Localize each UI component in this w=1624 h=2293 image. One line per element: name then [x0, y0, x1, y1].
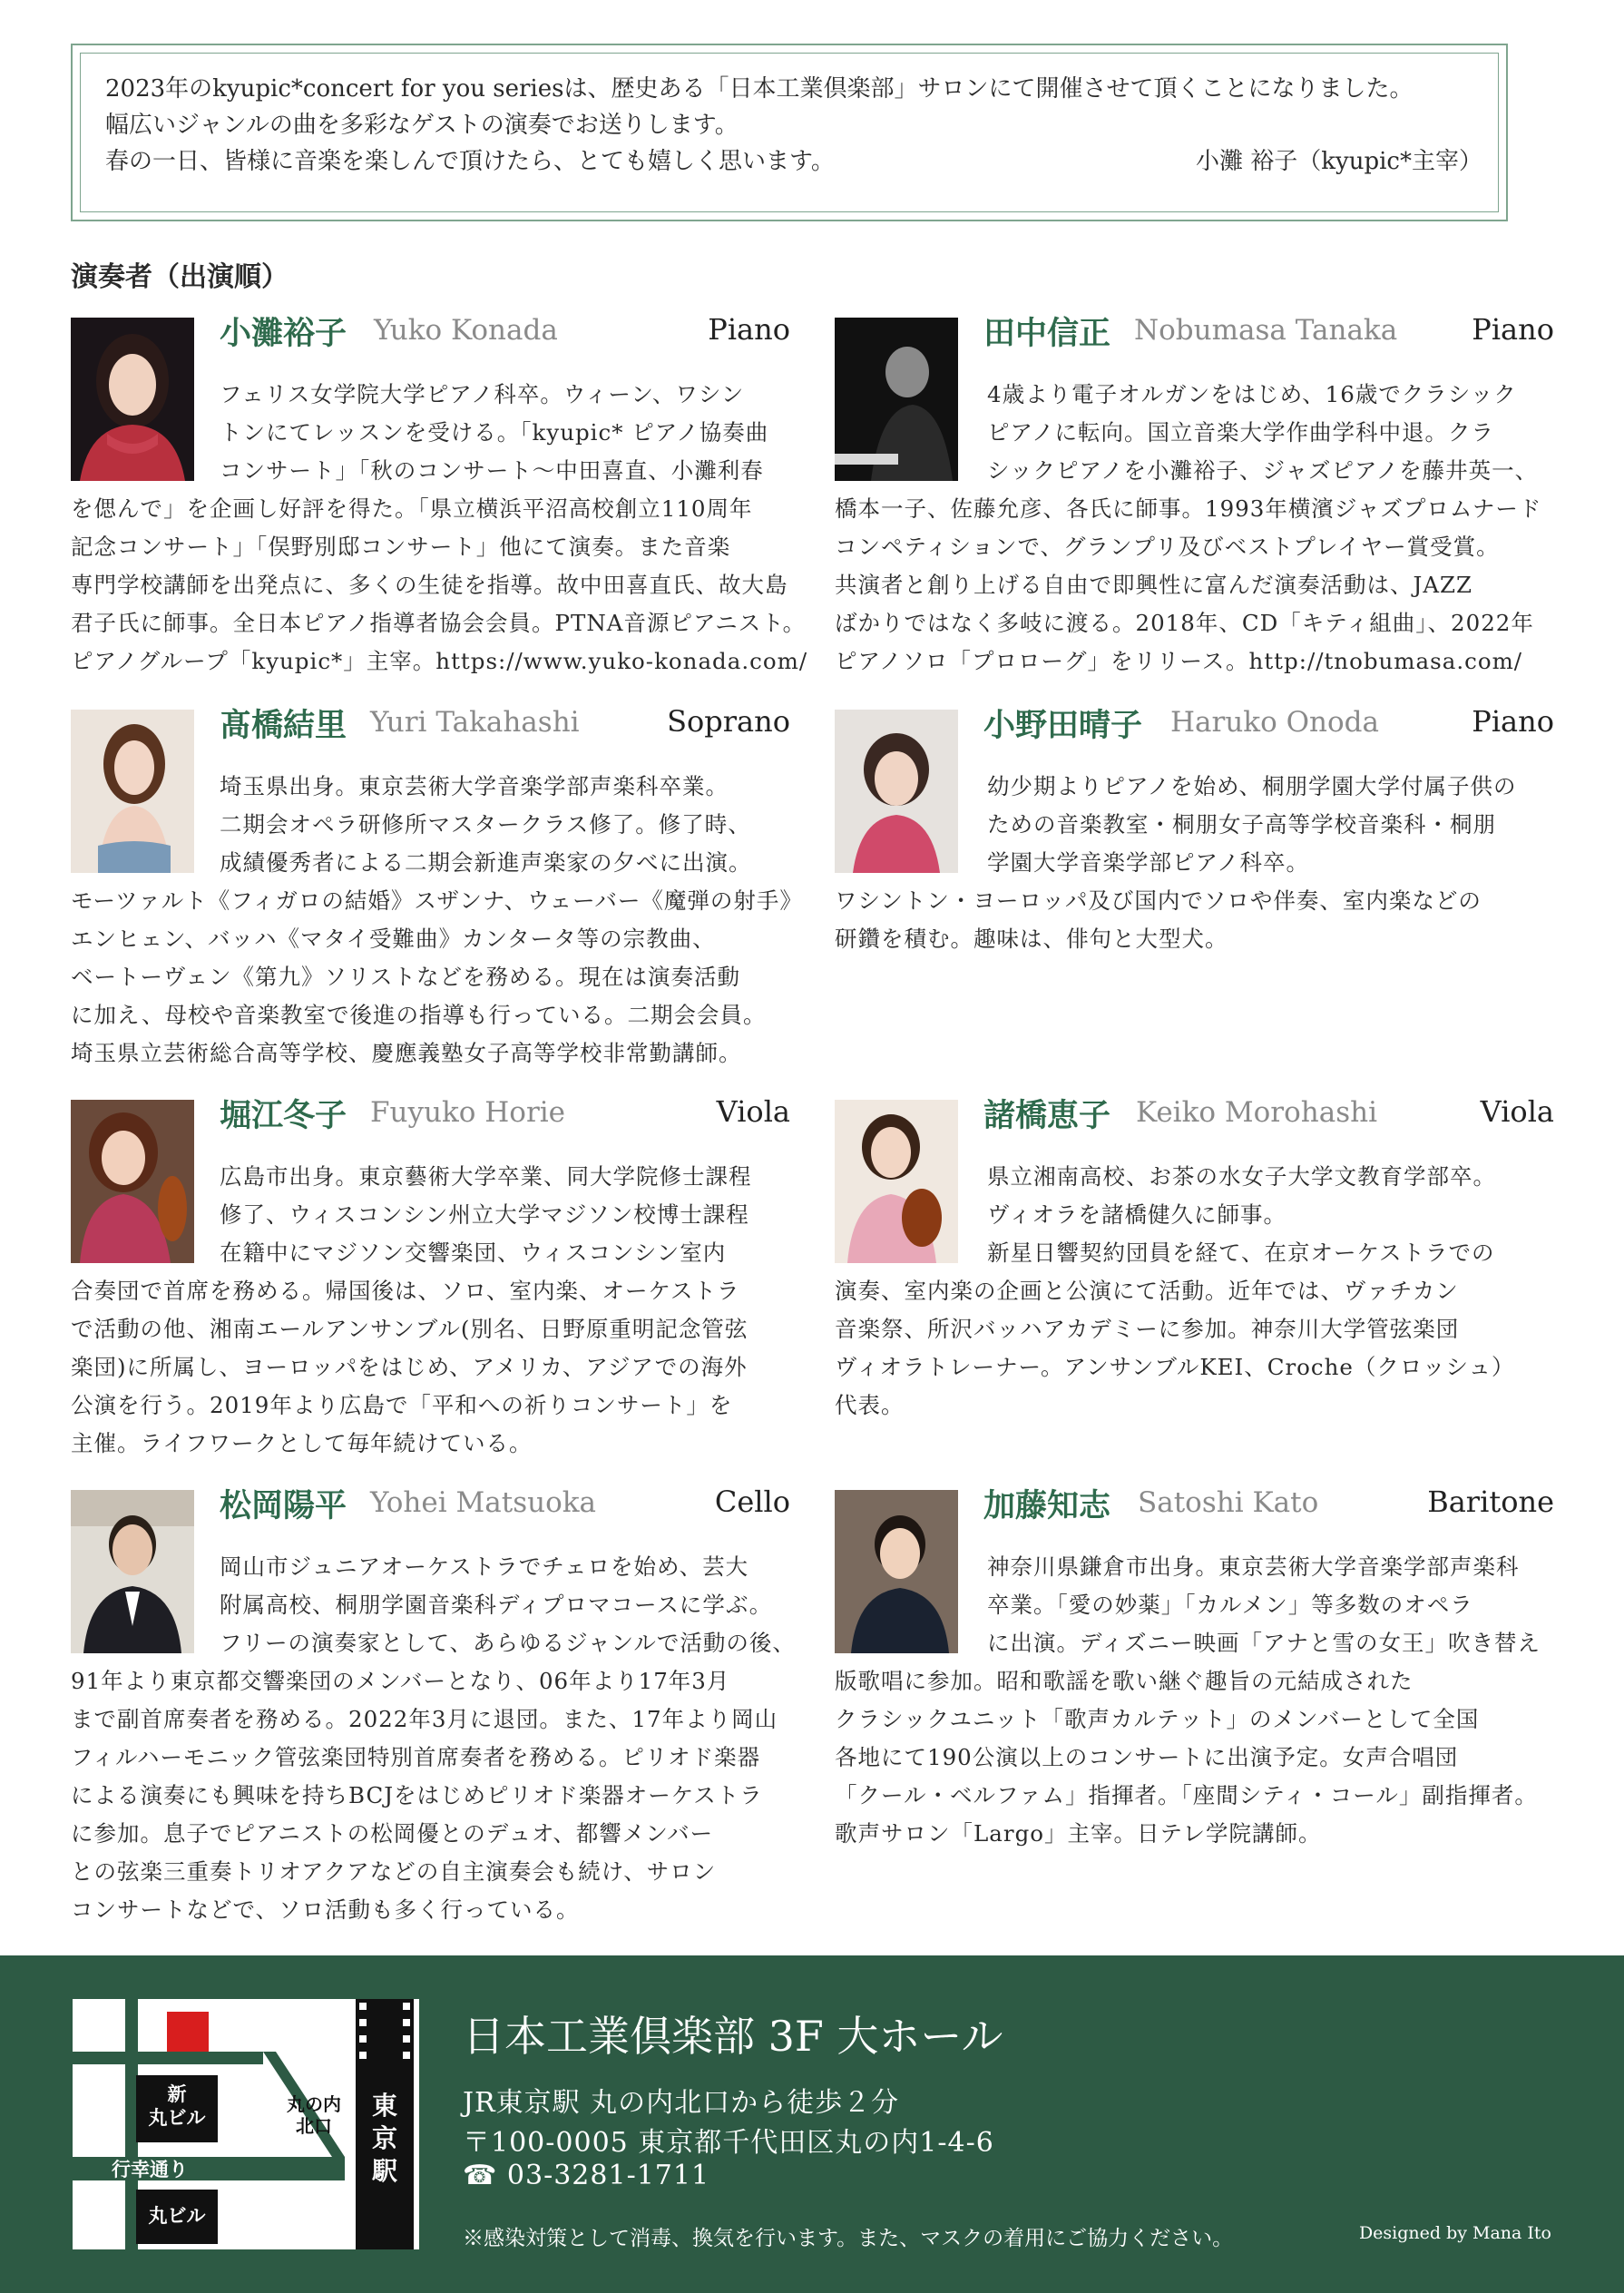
venue-phone: ☎ 03-3281-1711 [463, 2160, 710, 2191]
bio-line: ヴィオラを諸橋健久に師事。 [987, 1201, 1287, 1228]
performer-name-en: Yuri Takahashi [370, 706, 580, 739]
bio-line: 幼少期よりピアノを始め、桐朋学園大学付属子供の [987, 773, 1517, 799]
bio-line: ばかりではなく多岐に渡る。2018年、CD「キティ組曲」、2022年 [835, 610, 1534, 636]
bio-line: 二期会オペラ研修所マスタークラス修了。修了時、 [220, 811, 751, 838]
map-label-shin-marubiru: 新 丸ビル [148, 2083, 206, 2129]
bio-line: 各地にて190公演以上のコンサートに出演予定。女声合唱団 [835, 1744, 1459, 1770]
bio-line: による演奏にも興味を持ちBCJをはじめピリオド楽器オーケストラ [71, 1782, 763, 1808]
infection-note: ※感染対策として消毒、換気を行います。また、マスクの着用にご協力ください。 [463, 2227, 1234, 2250]
performer-name-en: Fuyuko Horie [370, 1096, 566, 1129]
bio-line: ピアノに転向。国立音楽大学作曲学科中退。クラ [987, 419, 1495, 446]
bio-line: 修了、ウィスコンシン州立大学マジソン校博士課程 [220, 1201, 749, 1228]
bio-line: に加え、母校や音楽教室で後進の指導も行っている。二期会会員。 [71, 1002, 767, 1028]
bio-line: 学園大学音楽学部ピアノ科卒。 [987, 849, 1310, 876]
intro-line-2: 幅広いジャンルの曲を多彩なゲストの演奏でお送りします。 [105, 112, 739, 139]
performer-name-jp: 加藤知志 [983, 1487, 1111, 1524]
bio-line: 91年より東京都交響楽団のメンバーとなり、06年より17年3月 [71, 1668, 730, 1694]
bio-line: エンヒェン、バッハ《マタイ受難曲》カンタータ等の宗教曲、 [71, 926, 716, 952]
bio-line: 埼玉県出身。東京芸術大学音楽学部声楽科卒業。 [220, 773, 729, 799]
bio-line: ヴィオラトレーナー。アンサンブルKEI、Croche（クロッシュ） [835, 1354, 1515, 1380]
bio-line: 共演者と創り上げる自由で即興性に富んだ演奏活動は、JAZZ [835, 572, 1473, 598]
performer-name-en: Yuko Konada [374, 314, 558, 347]
bio-line: 音楽祭、所沢バッハアカデミーに参加。神奈川大学管弦楽団 [835, 1316, 1460, 1342]
venue-address: 〒100-0005 東京都千代田区丸の内1-4-6 [463, 2127, 994, 2159]
map-label-tokyo-station: 東 京 駅 [371, 2091, 397, 2186]
performer-photo [835, 1100, 958, 1263]
performer-photo [835, 1490, 958, 1653]
performer-matsuoka [71, 1485, 796, 1923]
bio-line: 広島市出身。東京藝術大学卒業、同大学院修士課程 [220, 1163, 752, 1190]
performer-name-jp: 髙橋結里 [220, 707, 347, 744]
performer-photo [71, 1490, 194, 1653]
bio-line: 演奏、室内楽の企画と公演にて活動。近年では、ヴァチカン [835, 1278, 1459, 1304]
performer-instrument: Viola [1480, 1094, 1554, 1129]
bio-line: 新星日響契約団員を経て、在京オーケストラでの [987, 1240, 1495, 1266]
bio-line: 岡山市ジュニアオーケストラでチェロを始め、芸大 [220, 1553, 749, 1580]
bio-line: 在籍中にマジソン交響楽団、ウィスコンシン室内 [220, 1240, 727, 1266]
bio-line: 合奏団で首席を務める。帰国後は、ソロ、室内楽、オーケストラ [71, 1278, 740, 1304]
performer-name-jp: 小灘裕子 [220, 315, 347, 352]
performer-photo [835, 710, 958, 873]
bio-line: コンサート」「秋のコンサート〜中田喜直、小灘利春 [220, 457, 764, 484]
bio-line: 公演を行う。2019年より広島で「平和への祈りコンサート」を [71, 1392, 733, 1418]
performer-name-en: Haruko Onoda [1170, 706, 1379, 739]
bio-line: 楽団)に所属し、ヨーロッパをはじめ、アメリカ、アジアでの海外 [71, 1354, 748, 1380]
bio-line: 附属高校、桐朋学園音楽科ディプロマコースに学ぶ。 [220, 1592, 773, 1618]
bio-line: コンサートなどで、ソロ活動も多く行っている。 [71, 1896, 580, 1923]
performer-name-en: Yohei Matsuoka [370, 1486, 596, 1519]
performer-photo [71, 1100, 194, 1263]
bio-line: 橋本一子、佐藤允彦、各氏に師事。1993年横濱ジャズプロムナード [835, 495, 1542, 522]
performer-instrument: Cello [714, 1485, 790, 1519]
bio-line: 君子氏に師事。全日本ピアノ指導者協会会員。PTNA音源ピアニスト。 [71, 610, 807, 636]
bio-line: との弦楽三重奏トリオアクアなどの自主演奏会も続け、サロン [71, 1858, 717, 1885]
bio-line: 記念コンサート」「俣野別邸コンサート」他にて演奏。また音楽 [71, 534, 731, 560]
intro-line-3: 春の一日、皆様に音楽を楽しんで頂けたら、とても嬉しく思います。 [105, 148, 835, 175]
bio-line: 主催。ライフワークとして毎年続けている。 [71, 1430, 533, 1456]
venue-map [73, 1999, 419, 2249]
bio-line: 版歌唱に参加。昭和歌謡を歌い継ぐ趣旨の元結成された [835, 1668, 1414, 1694]
performer-name-jp: 堀江冬子 [220, 1097, 347, 1134]
bio-line: 歌声サロン「Largo」主宰。日テレ学院講師。 [835, 1820, 1322, 1847]
performer-instrument: Soprano [667, 704, 790, 739]
bio-line: まで副首席奏者を務める。2022年3月に退団。また、17年より岡山 [71, 1706, 778, 1732]
performer-instrument: Piano [708, 312, 790, 347]
map-label-marunouchi-kitaguchi: 丸の内 北口 [287, 2093, 341, 2137]
designer-credit: Designed by Mana Ito [1358, 2223, 1551, 2243]
bio-line: ピアノグループ「kyupic*」主宰。https://www.yuko-konada.com/ [71, 648, 808, 674]
performer-morohashi [835, 1094, 1556, 1490]
performer-photo [71, 710, 194, 873]
bio-line: ベートーヴェン《第九》ソリストなどを務める。現在は演奏活動 [71, 964, 741, 990]
bio-line: 県立湘南高校、お茶の水女子大学文教育学部卒。 [987, 1163, 1496, 1190]
performer-instrument: Viola [716, 1094, 790, 1129]
performer-name-en: Nobumasa Tanaka [1134, 314, 1398, 347]
performer-name-en: Keiko Morohashi [1136, 1096, 1378, 1129]
performer-takahashi [71, 704, 803, 1100]
performer-instrument: Baritone [1427, 1485, 1554, 1519]
bio-line: に参加。息子でピアニストの松岡優とのデュオ、都響メンバー [71, 1820, 714, 1847]
performer-name-jp: 諸橋恵子 [983, 1097, 1111, 1134]
bio-line: シックピアノを小灘裕子、ジャズピアノを藤井英一、 [987, 457, 1539, 484]
bio-line: 成績優秀者による二期会新進声楽家の夕べに出演。 [220, 849, 752, 876]
performer-tanaka [835, 312, 1556, 708]
performer-name-en: Satoshi Kato [1138, 1486, 1319, 1519]
performer-konada [71, 312, 808, 708]
bio-line: で活動の他、湘南エールアンサンブル(別名、日野原重明記念管弦 [71, 1316, 748, 1342]
performer-photo [835, 318, 958, 481]
bio-line: モーツァルト《フィガロの結婚》スザンナ、ウェーバー《魔弾の射手》 [71, 887, 803, 914]
venue-marker [167, 2012, 209, 2052]
bio-line: 卒業。「愛の妙薬」「カルメン」等多数のオペラ [987, 1592, 1473, 1618]
bio-line: クラシックユニット「歌声カルテット」のメンバーとして全国 [835, 1706, 1480, 1732]
performer-instrument: Piano [1472, 704, 1554, 739]
bio-line: ための音楽教室・桐朋女子高等学校音楽科・桐朋 [987, 811, 1496, 838]
performer-instrument: Piano [1472, 312, 1554, 347]
bio-line: 研鑽を積む。趣味は、俳句と大型犬。 [835, 926, 1228, 952]
intro-signature: 小灘 裕子（kyupic*主宰） [1196, 148, 1482, 175]
bio-line: を偲んで」を企画し好評を得た。「県立横浜平沼高校創立110周年 [71, 495, 753, 522]
performer-onoda [835, 704, 1556, 1100]
venue-access: JR東京駅 丸の内北口から徒歩２分 [463, 2087, 900, 2119]
intro-box [71, 44, 1508, 221]
bio-line: 代表。 [835, 1392, 905, 1418]
performer-horie [71, 1094, 792, 1490]
performer-kato [835, 1485, 1556, 1880]
performer-photo [71, 318, 194, 481]
bio-line: ワシントン・ヨーロッパ及び国内でソロや伴奏、室内楽などの [835, 887, 1482, 914]
venue-title: 日本工業倶楽部 3F 大ホール [463, 2012, 1003, 2061]
bio-line: ピアノソロ「プロローグ」をリリース。http://tnobumasa.com/ [835, 648, 1523, 674]
bio-line: コンペティションで、グランプリ及びベストプレイヤー賞受賞。 [835, 534, 1500, 560]
bio-line: 「クール・ベルファム」指揮者。「座間シティ・コール」副指揮者。 [835, 1782, 1538, 1808]
bio-line: に出演。ディズニー映画「アナと雪の女王」吹き替え [987, 1630, 1541, 1656]
performer-name-jp: 小野田晴子 [983, 707, 1143, 744]
section-title: 演奏者（出演順） [71, 261, 289, 293]
performer-name-jp: 松岡陽平 [220, 1487, 347, 1524]
bio-line: 埼玉県立芸術総合高等学校、慶應義塾女子高等学校非常勤講師。 [71, 1040, 742, 1066]
intro-line-1: 2023年のkyupic*concert for you seriesは、歴史ある「日本工業倶楽部」サロンにて開催させて頂くことになりました。 [105, 75, 1414, 103]
performer-name-jp: 田中信正 [983, 315, 1111, 352]
bio-line: トンにてレッスンを受ける。「kyupic* ピアノ協奏曲 [220, 419, 769, 446]
bio-line: フェリス女学院大学ピアノ科卒。ウィーン、ワシン [220, 381, 745, 407]
bio-line: 4歳より電子オルガンをはじめ、16歳でクラシック [987, 381, 1517, 407]
bio-line: フィルハーモニック管弦楽団特別首席奏者を務める。ピリオド楽器 [71, 1744, 761, 1770]
bio-line: 専門学校講師を出発点に、多くの生徒を指導。故中田喜直氏、故大島 [71, 572, 788, 598]
map-label-gyoko-dori: 行幸通り [112, 2159, 188, 2180]
bio-line: 神奈川県鎌倉市出身。東京芸術大学音楽学部声楽科 [987, 1553, 1520, 1580]
bio-line: フリーの演奏家として、あらゆるジャンルで活動の後、 [220, 1630, 796, 1656]
map-label-marubiru: 丸ビル [148, 2205, 206, 2227]
